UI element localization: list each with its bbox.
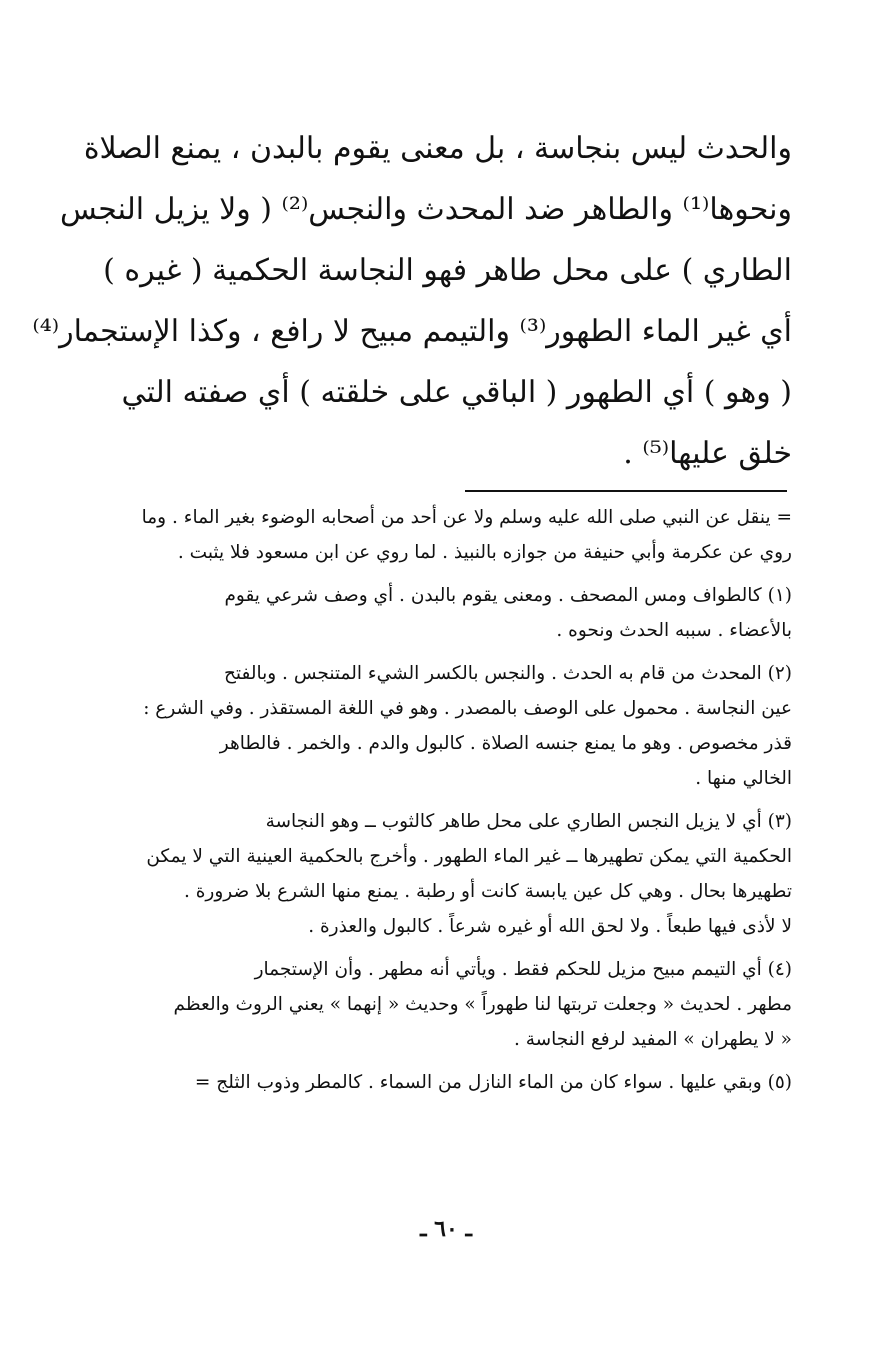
footnote-divider: [465, 490, 787, 492]
footnote-line: (١) كالطواف ومس المصحف . ومعنى يقوم بالبدن . أي وصف شرعي يقوم: [224, 585, 792, 606]
footnote-line: (٢) المحدث من قام به الحدث . والنجس بالكسر الشيء المتنجس . وبالفتح: [223, 663, 792, 684]
footnote-line: روي عن عكرمة وأبي حنيفة من جوازه بالنبيذ . لما روي عن ابن مسعود فلا يثبت .: [177, 542, 792, 563]
footnote-line: (٥) وبقي عليها . سواء كان من الماء النازل من السماء . كالمطر وذوب الثلج =: [194, 1072, 792, 1093]
main-text-line: خلق عليها⁽⁵⁾ .: [623, 436, 792, 471]
footnote-line: لا لأذى فيها طبعاً . ولا لحق الله أو غيره شرعاً . كالبول والعذرة .: [308, 916, 792, 937]
footnote-line: مطهر . لحديث « وجعلت تربتها لنا طهوراً » وحديث « إنهما » يعني الروث والعظم: [173, 994, 792, 1015]
main-text-line: أي غير الماء الطهور⁽³⁾ والتيمم مبيح لا رافع ، وكذا الإستجمار⁽⁴⁾: [32, 314, 792, 349]
footnote-2: [56, 656, 792, 796]
footnote-line: = ينقل عن النبي صلى الله عليه وسلم ولا عن أحد من أصحابه الوضوء بغير الماء . وما: [141, 507, 792, 528]
footnote-5: [56, 1065, 792, 1100]
footnote-line: « لا يطهران » المفيد لرفع النجاسة .: [513, 1029, 792, 1050]
footnote-line: الحكمية التي يمكن تطهيرها ــ غير الماء الطهور . وأخرج بالحكمية العينية التي لا يمكن: [146, 846, 792, 867]
main-text-line: ( وهو ) أي الطهور ( الباقي على خلقته ) أي صفته التي: [121, 375, 792, 410]
footnotes-section: [56, 500, 792, 1108]
footnote-line: عين النجاسة . محمول على الوصف بالمصدر . وهو في اللغة المستقذر . وفي الشرع :: [143, 698, 792, 719]
main-text-line: ونحوها⁽¹⁾ والطاهر ضد المحدث والنجس⁽²⁾ ( ولا يزيل النجس: [59, 192, 792, 227]
footnote-line: بالأعضاء . سببه الحدث ونحوه .: [556, 620, 792, 641]
footnote-3: [56, 804, 792, 944]
page-number: ـ ٦٠ ـ: [420, 1216, 472, 1242]
footnote-line: (٣) أي لا يزيل النجس الطاري على محل طاهر كالثوب ــ وهو النجاسة: [265, 811, 792, 832]
main-text-line: الطاري ) على محل طاهر فهو النجاسة الحكمية ( غيره ): [103, 253, 792, 288]
footnote-1: [56, 578, 792, 648]
footnote-line: قذر مخصوص . وهو ما يمنع جنسه الصلاة . كالبول والدم . والخمر . فالطاهر: [219, 733, 792, 754]
footnote-4: [56, 952, 792, 1057]
main-text-line: والحدث ليس بنجاسة ، بل معنى يقوم بالبدن ، يمنع الصلاة: [83, 131, 792, 166]
main-text: [32, 118, 792, 484]
footnote-continuation: [56, 500, 792, 570]
footnote-line: الخالي منها .: [695, 768, 792, 789]
footnote-line: (٤) أي التيمم مبيح مزيل للحكم فقط . ويأتي أنه مطهر . وأن الإستجمار: [254, 959, 792, 980]
footnote-line: تطهيرها بحال . وهي كل عين يابسة كانت أو رطبة . يمنع منها الشرع بلا ضرورة .: [183, 881, 792, 902]
